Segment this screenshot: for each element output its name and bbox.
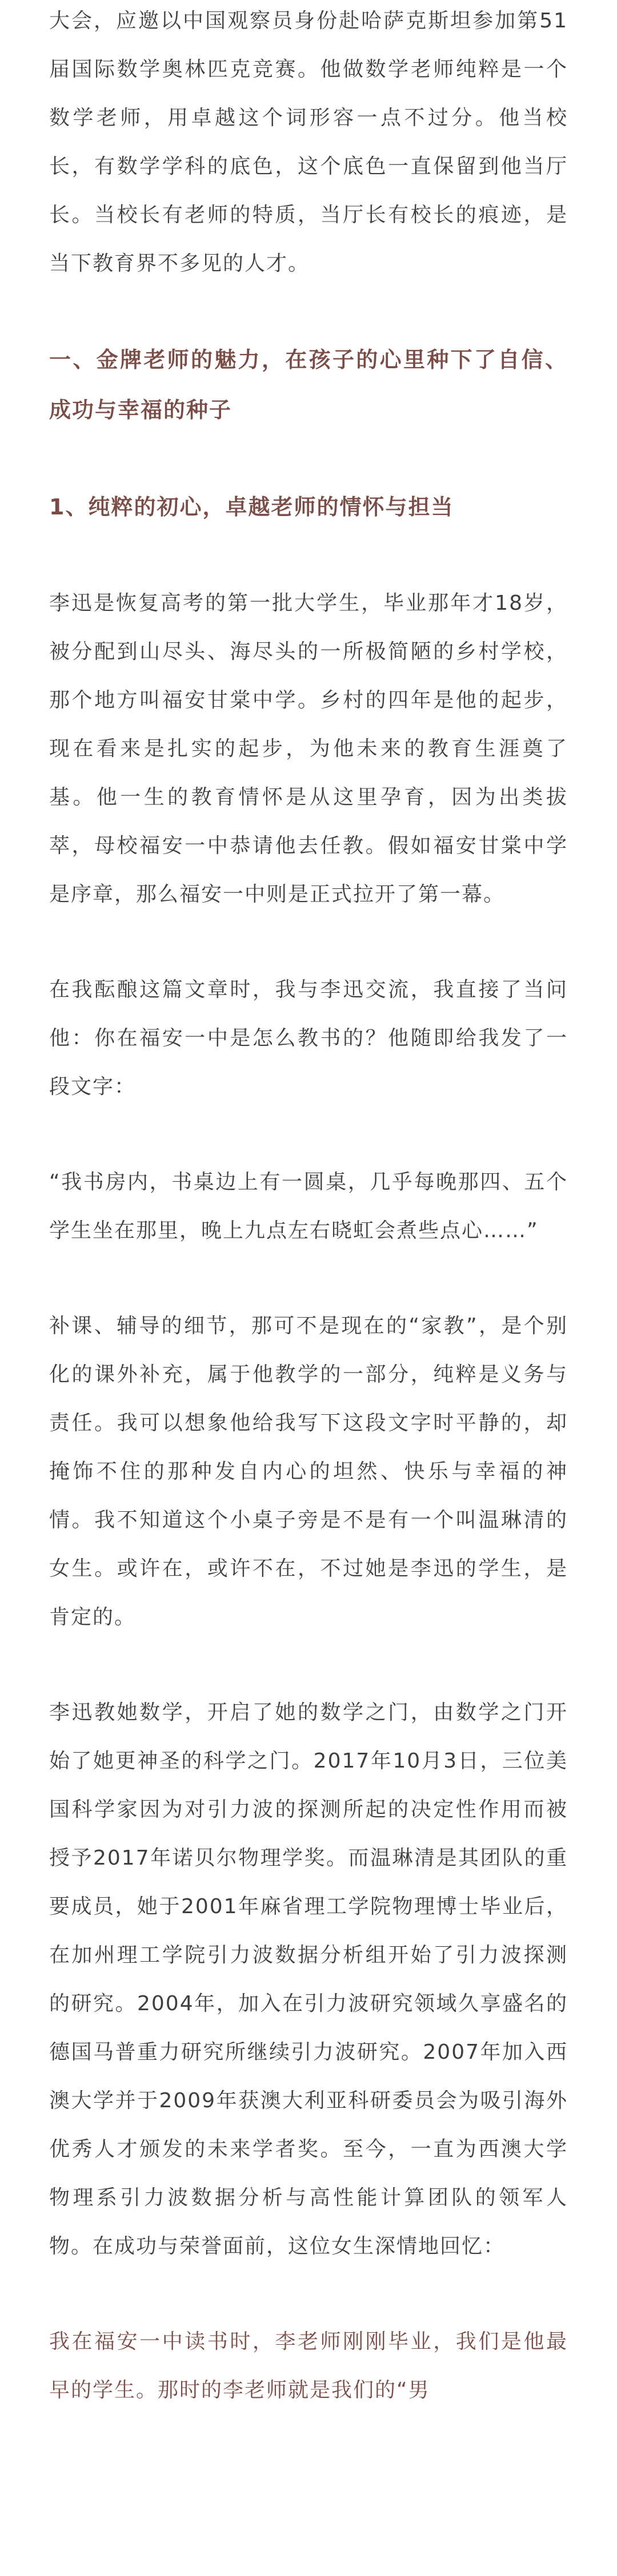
paragraph-conversation: 在我酝酿这篇文章时，我与李迅交流，我直接了当问他：你在福安一中是怎么教书的？他随即给我发了一段文字： xyxy=(49,978,568,1098)
paragraph-intro: 大会，应邀以中国观察员身份赴哈萨克斯坦参加第51届国际数学奥林匹克竞赛。他做数学老师纯粹是一个数学老师，用卓越这个词形容一点不过分。他当校长，有数学学科的底色，这个底色一直保留到他当厅长。当校长有老师的特质，当厅长有校长的痕迹，是当下教育界不多见的人才。 xyxy=(49,9,568,275)
paragraph-tutoring: 补课、辅导的细节，那可不是现在的“家教”，是个别化的课外补充，属于他教学的一部分，纯粹是义务与责任。我可以想象他给我写下这段文字时平静的，却掩饰不住的那种发自内心的坦然、快乐与幸福的神情。我不知道这个小桌子旁是不是有一个叫温琳清的女生。或许在，或许不在，不过她是李迅的学生，是肯定的。 xyxy=(49,1314,568,1629)
subsection-heading: 1、纯粹的初心，卓越老师的情怀与担当 xyxy=(49,494,454,520)
paragraph-student-recollection: 我在福安一中读书时，李老师刚刚毕业，我们是他最早的学生。那时的李老师就是我们的“男 xyxy=(49,2330,568,2402)
paragraph-early-career: 李迅是恢复高考的第一批大学生，毕业那年才18岁，被分配到山尽头、海尽头的一所极简陋的乡村学校，那个地方叫福安甘棠中学。乡村的四年是他的起步，现在看来是扎实的起步，为他未来的教育生涯奠了基。他一生的教育情怀是从这里孕育，因为出类拔萃，母校福安一中恭请他去任教。假如福安甘棠中学是序章，那么福安一中则是正式拉开了第一幕。 xyxy=(49,591,568,906)
paragraph-quote: “我书房内，书桌边上有一圆桌，几乎每晚那四、五个学生坐在那里，晚上九点左右晓虹会煮些点心……” xyxy=(49,1170,568,1242)
paragraph-student-story: 李迅教她数学，开启了她的数学之门，由数学之门开始了她更神圣的科学之门。2017年10月3日，三位美国科学家因为对引力波的探测所起的决定性作用而被授予2017年诺贝尔物理学奖。而温琳清是其团队的重要成员，她于2001年麻省理工学院物理博士毕业后，在加州理工学院引力波数据分析组开始了引力波探测的研究。2004年，加入在引力波研究领域久享盛名的德国马普重力研究所继续引力波研究。2007年加入西澳大学并于2009年获澳大利亚科研委员会为吸引海外优秀人才颁发的未来学者奖。至今，一直为西澳大学物理系引力波数据分析与高性能计算团队的领军人物。在成功与荣誉面前，这位女生深情地回忆： xyxy=(49,1701,568,2258)
section-heading: 一、金牌老师的魅力，在孩子的心里种下了自信、成功与幸福的种子 xyxy=(49,347,568,422)
